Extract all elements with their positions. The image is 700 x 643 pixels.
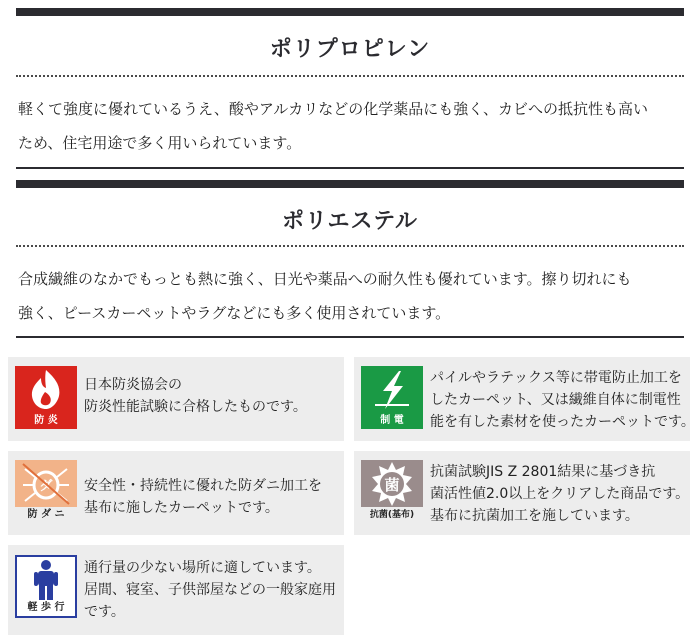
antibacterial-icon — [361, 460, 423, 523]
description-line: 能を有した素材を使ったカーペットです。 — [430, 414, 695, 430]
description-line: 日本防炎協会の — [84, 377, 182, 393]
description-line: したカーペット、又は繊維自体に制電性 — [430, 392, 681, 408]
pedestrian-icon — [15, 555, 77, 618]
dotted-divider — [16, 245, 684, 247]
feature-flame-retardant — [8, 357, 344, 441]
feature-light-traffic — [8, 545, 344, 635]
description-line: 安全性・持続性に優れた防ダニ加工を — [84, 478, 322, 494]
description-line: 強く、ピースカーペットやラグなどにも多く使用されています。 — [18, 304, 451, 322]
description-line: 通行量の少ない場所に適しています。 — [84, 560, 321, 576]
feature-antistatic — [354, 357, 695, 441]
dotted-divider — [16, 75, 684, 77]
antistatic-lightning-icon — [361, 366, 423, 429]
feature-description — [430, 461, 690, 527]
icon-label: 抗菌(基布) — [361, 507, 423, 523]
feature-description — [430, 367, 695, 433]
feature-antibacterial — [354, 451, 690, 535]
description-line: 防炎性能試験に合格したものです。 — [84, 399, 307, 415]
description-line: 菌活性値2.0以上をクリアした商品です。 — [430, 486, 690, 502]
section-description — [18, 92, 684, 160]
section-header-bar — [16, 180, 684, 188]
section-divider — [16, 336, 684, 338]
description-line: パイルやラテックス等に帯電防止加工を — [430, 370, 682, 386]
section-title: ポリプロピレン — [269, 37, 431, 62]
description-line: 居間、寝室、子供部屋などの一般家庭用 — [84, 582, 336, 598]
feature-description — [84, 475, 338, 519]
description-line: ため、住宅用途で多く用いられています。 — [18, 134, 302, 152]
anti-mite-icon — [15, 460, 77, 523]
icon-label: 防 ダ ニ — [15, 507, 77, 523]
section-description — [18, 262, 684, 330]
top-divider — [16, 8, 684, 16]
section-title: ポリエステル — [281, 209, 419, 234]
feature-anti-mite — [8, 451, 344, 535]
description-line: 軽くて強度に優れているうえ、酸やアルカリなどの化学薬品にも強く、カビへの抵抗性も高い — [18, 100, 649, 118]
badge-glyph: 菌 — [384, 476, 400, 494]
description-line: 基布に施したカーペットです。 — [84, 500, 279, 516]
svg-text:ダ: ダ — [39, 479, 53, 494]
flame-retardant-icon — [15, 366, 77, 429]
section-divider — [16, 167, 684, 169]
description-line: 基布に抗菌加工を施しています。 — [430, 508, 639, 524]
feature-description — [84, 374, 338, 418]
description-line: です。 — [84, 604, 125, 620]
description-line: 抗菌試験JIS Z 2801結果に基づき抗 — [430, 464, 656, 480]
icon-label: 防 炎 — [34, 415, 58, 426]
feature-description — [84, 557, 338, 623]
description-line: 合成繊維のなかでもっとも熱に強く、日光や薬品への耐久性も優れています。擦り切れにも — [18, 270, 632, 288]
icon-label: 軽 歩 行 — [17, 600, 75, 616]
icon-label: 制 電 — [380, 415, 404, 426]
